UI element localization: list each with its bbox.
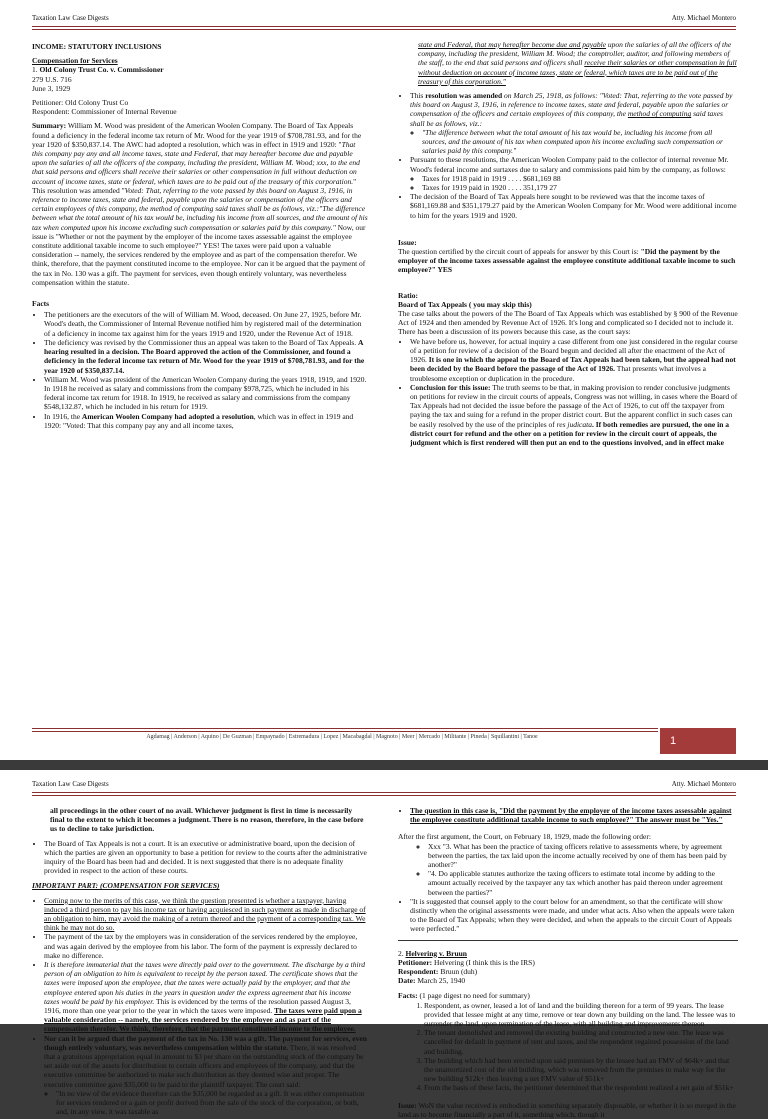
ratio-continued: all proceedings in the other court of no avail. Whichever judgment is first in time is necessarily final to the extent to which it becomes a judgment. There is no reason, therefore, in the case before us to decline to take jurisdiction.: [50, 806, 364, 834]
list-item: ◦ "4. Do applicable statutes authorize the taxing officers to estimate total income by adding to the amount actually received by the taxpayer any tax which another has paid thereon under agreement between the parties?": [428, 869, 738, 897]
important-title: IMPORTANT PART: (COMPENSATION FOR SERVICES): [32, 881, 220, 891]
list-item: 2. The tenant demolished and removed the existing building and constructed a new one. The lease was cancelled for default in payment of rent and taxes, and the respondent regained possession of the land and building.: [424, 1028, 738, 1056]
right-column: [398, 40, 738, 726]
header-title: Taxation Law Case Digests: [32, 14, 109, 22]
list-item: • This resolution was amended on March 25, 1918, as follows: "Voted: That, referring to the vote passed by this board on August 3, 1916, in reference to income taxes, state and federal, payable upon the salaries or compensation of the officers and certain employees of this company, the method of computing said taxes shall be as follows, viz.: ◦ "The difference between what the total amount of his tax would be, including his income from all sources, and the amount of his tax when computed upon his income excluding such compensation or salaries paid by this company.": [410, 91, 738, 155]
resolution-continued: state and Federal, that may hereafter become due and payable upon the salaries of all the officers of the company, including the president, William M. Wood; the comptroller, auditor, and following members of the staff, to the end that said persons and officers shall receive their salaries or other compensation in full without deduction on account of income taxes, state or federal, which taxes are to be paid out of the treasury of this corporation.": [418, 40, 737, 86]
important-list: [32, 896, 368, 1117]
header-rule: [32, 26, 736, 30]
list-item: • Nor can it be argued that the payment of the tax in No. 130 was a gift. The payment for services, even though entirely voluntary, was nevertheless compensation within the statute. There, it was resolved that a gratuitous appropriation equal in amount to $3 per share on the outstanding stock of the company be set aside out of the assets for distribution to certain officers and employees of the company, and that the executive committee be authorized to make such distribution as they deemed wise and proper. The executive committee gave $35,000 to be paid to the plaintiff taxpayer. The court said: ◦ "In no view of the evidence therefore can the $35,000 be regarded as a gift. It was either compensation for services rendered or a gain or profit derived from the sale of the stock of the corporation, or both, and, in any view, it was taxable as: [44, 1034, 368, 1117]
list-item: ◦ Taxes for 1919 paid in 1920 . . . . 351,179 27: [422, 183, 738, 192]
petitioner: Petitioner: Old Colony Trust Co: [32, 98, 129, 108]
amend-list: [398, 91, 738, 220]
list-item: • Pursuant to these resolutions, the American Woolen Company paid to the collector of internal revenue Mr. Wood's federal income and surtaxes due to salary and commissions paid him by the company, as follows: ◦ Taxes for 1918 paid in 1919 . . . . $681,169 88 ◦ Taxes for 1919 paid in 1920 . . . . 351,179 27: [410, 155, 738, 192]
list-item: • Coming now to the merits of this case, we think the question presented is whether a taxpayer, having induced a third person to pay his income tax or having acquiesced in such payment as made in discharge of an obligation to him, may avoid the making of a return thereof and the payment of a corresponding tax. We think he may not do so.: [44, 896, 368, 933]
list-item: ◦ Taxes for 1918 paid in 1919 . . . . $681,169 88: [422, 174, 738, 183]
case-date: Date: March 25, 1940: [398, 976, 466, 986]
list-item: • The Board of Tax Appeals is not a court. It is an executive or administrative board, upon the decision of which the parties are given an opportunity to base a petition for review to the courts after the administrative inquiry of the Board has been had and decided. It is next suggested that there is no adequate finality provided in respect to the action of these courts.: [44, 839, 368, 876]
subsection-title: Compensation for Services: [32, 56, 118, 66]
after-argument: After the first argument, the Court, on February 18, 1929, made the following order:: [398, 832, 651, 842]
case-citation: 279 U.S. 716: [32, 74, 72, 84]
list-item: • The petitioners are the executors of the will of William M. Wood, deceased. On June 27, 1925, before Mr. Wood's death, the Commissioner of Internal Revenue notified him by registered mail of the determination of a deficiency in income tax against him for the years 1919 and 1920, under the Revenue Act of 1918.: [44, 310, 368, 338]
left-column: [32, 42, 368, 726]
page-header: [32, 14, 736, 26]
list-item: • The payment of the tax by the employers was in consideration of the services rendered by the employee, and was again derived by the employee from his labor. The form of the payment is expressly declared to make no difference.: [44, 932, 368, 960]
right-column: [398, 806, 738, 1119]
list-item: • We have before us, however, for actual inquiry a case different from one just considered in the regular course of a petition for review of a decision of the Board begun and decided all after the enactment of the Act of 1926. It is one in which the appeal to the Board of Tax Appeals had been taken, but the appeal had not been decided by the Board before the passage of the Act of 1926. That presents what involves a troublesome exception or duplication in the procedure.: [410, 337, 738, 383]
ratio-title: Ratio:: [398, 290, 418, 300]
header-rule: [32, 792, 736, 796]
list-item: 1. Respondent, as owner, leased a lot of land and the building thereon for a term of 99 years. The lease provided that lessee might at any time, remove or tear down any building on the land. The lessee was to surrender the land, upon termination of the lease, with all building and improvements thereon: [424, 1001, 738, 1029]
list-item: ◦ Xxx "3. What has been the practice of taxing officers relative to assessments where, by agreement between the parties, the tax laid upon the income actually received by one of them has been paid by another?": [428, 842, 738, 870]
facts-title: Facts: (1 page digest no need for summary): [398, 991, 530, 1001]
section-title: INCOME: STATUTORY INCLUSIONS: [32, 42, 162, 51]
ratio-subtitle: Board of Tax Appeals ( you may skip this): [398, 299, 532, 309]
list-item: • In 1916, the American Woolen Company had adopted a resolution, which was in effect in 1919 and 1920: "Voted: That this company pay any and all income taxes,: [44, 412, 368, 430]
case-name: Helvering v. Bruun: [405, 948, 467, 958]
list-item: 3. The building which had been erected upon said premises by the lessee had an FMV of $64k+ and that the unamortized cost of the old building, which was removed from the premises to make way for the new building $12k+ thus leaving a net FMV value of $51k+: [424, 1056, 738, 1084]
list-item: • The question in this case is, "Did the payment by the employer of the income taxes assessable against the employee constitute additional taxable income to such employee?" The answer must be "Yes.": [410, 806, 738, 824]
petitioner: Petitioner: Helvering (I think this is the IRS): [398, 957, 535, 967]
list-item: • The deficiency was revised by the Commissioner thus an appeal was taken to the Board of Tax Appeals. A hearing resulted in a decision. The Board approved the action of the Commissioner, and found a deficiency in the federal income tax return of Mr. Wood for the year 1919 of $708,781.93, and for the year 1920 of $350,837.14.: [44, 338, 368, 375]
left-column: [32, 806, 368, 1117]
case-separator: [398, 940, 738, 941]
header-author: Atty. Michael Montero: [671, 14, 736, 22]
ratio-text: The case talks about the powers of the The Board of Tax Appeals which was established by § 900 of the Revenue Act of 1924 and then amended by Revenue Act of 1926. It's long and complicated so I decided not to include it. There has been a discussion of its powers because this case, as the court says:: [398, 309, 738, 337]
list-item: • The decision of the Board of Tax Appeals here sought to be reviewed was that the income taxes of $681,169.88 and $351,179.27 paid by the American Woolen Company for Mr. Wood were additional income to him for the years 1919 and 1920.: [410, 192, 738, 220]
issue-text: The question certified by the circuit court of appeals for answer by this Court is: "Did the payment by the employer of the income taxes assessable against the employee constitute additional taxable income to such employee?" YES: [398, 247, 736, 275]
facts-list: [398, 1001, 738, 1093]
facts-list: [32, 310, 368, 430]
header-author: Atty. Michael Montero: [671, 780, 736, 788]
page-two: [0, 770, 768, 1119]
list-item: 4. From the basis of these facts, the petitioner determined that the respondent realized a net gain of $51k+: [424, 1083, 738, 1092]
footer-authors: Agdamag | Anderson | Aquino | De Guzman | Empaynado | Estremadura | Lopez | Macabagdal | Magnoto | Meer | Mercado | Militante | Pineda | Squillantini | Tanoe: [146, 734, 538, 740]
issue-text: Issue: WoN the value received is embodied in something separately disposable, or whether it is so merged in the land as to become financially a part of it, something which, though it: [398, 1100, 737, 1119]
case-heading: 1. Old Colony Trust Co. v. Commissioner: [32, 65, 164, 75]
page-number: 1: [660, 728, 736, 754]
header-title: Taxation Law Case Digests: [32, 780, 109, 788]
respondent: Respondent: Bruun (duh): [398, 967, 478, 977]
page-header: [32, 780, 736, 792]
list-item: • It is therefore immaterial that the taxes were directly paid over to the government. The discharge by a third person of an obligation to him is equivalent to receipt by the person taxed. The certificate shows that the taxes were imposed upon the employee, that the taxes were actually paid by the employer, and that the employee entered upon his duties in the years in question under the express agreement that his income taxes would be paid by his employer. This is evidenced by the terms of the resolution passed August 3, 1916, more than one year prior to the year in which the taxes were imposed. The taxes were paid upon a valuable consideration -- namely, the services rendered by the employee and as part of the compensation therefor. We think, therefore, that the payment constituted income to the employee.: [44, 960, 368, 1034]
list-item: • William M. Wood was president of the American Woolen Company during the years 1918, 1919, and 1920. In 1918 he received as salary and commissions from the company $978,725, which he included in his federal income tax return for 1918. In 1919, he received as salary and commissions from the company $548,132.87, which he included in his return for 1919.: [44, 375, 368, 412]
respondent: Respondent: Commissioner of Internal Revenue: [32, 107, 177, 117]
case-name: Old Colony Trust Co. v. Commissioner: [39, 65, 164, 75]
summary-paragraph: Summary: William M. Wood was president of the American Woolen Company. The Board of Tax Appeals found a deficiency in the federal income tax return of Mr. Wood for the year 1919 of $708,781.93, and for the year 1920 of $350,837.14. The AWC had adopted a resolution, which was in effect in 1919 and 1920: "That this company pay any and all income taxes, state and Federal, that may hereafter become due and payable upon the salaries of all the officers of the company, including the president, William M. Wood; xxx, to the end that said persons and officers shall receive their salaries or other compensation in full without deduction on account of income taxes, state or federal, which taxes are to be paid out of the treasury of this corporation." This resolution was amended "Voted: That, referring to the vote passed by this board on August 3, 1916, in reference to income taxes, state and federal, payable upon the salaries or compensation of the officers and certain employees of this company, the method of computing said taxes shall be as follows, viz.:"The difference between what the total amount of his tax would be, including his income from all sources, and the amount of his tax when computed upon his income excluding such compensation or salaries paid by this company." Now, our issue is "Whether or not the payment by the employer of the income taxes assessable against the employee constitute additional taxable income to such employee?" YES! The taxes were paid upon a valuable consideration -- namely, the services rendered by the employee and as part of the compensation therefor. We think, therefore, that the payment constituted income to the employee. Nor can it be argued that the payment of the tax in No. 130 was a gift. The payment for services, even though entirely voluntary, was nevertheless compensation within the statute.: [32, 121, 368, 287]
ratio-list: [398, 337, 738, 447]
list-item: • Conclusion for this issue: The truth seems to be that, in making provision to render conclusive judgments on petitions for review in the circuit courts of appeals, Congress was not willing, in cases where the Board of Tax Appeals had not decided the issue before the passage of the Act of 1926, to cut off the taxpayer from paying the tax and suing for a refund in the proper district court. But the apparent conflict in such cases can be easily resolved by the use of the principles of res judicata. If both remedies are pursued, the one in a district court for refund and the other on a petition for review in the circuit court of appeals, the judgment which is first rendered will then put an end to the questions involved, and in effect make: [410, 383, 738, 447]
list-item: • "It is suggested that counsel apply to the court below for an amendment, so that the certificate will show distinctly when the original assessments were made, and under what acts. Also when the appeals were taken to the Board of Tax Appeals; when they were decided, and when the appeals to the circuit Court of Appeals were perfected.": [410, 897, 738, 934]
footer-rule: [32, 728, 658, 732]
facts-title: Facts: [32, 299, 50, 309]
case-heading: 2. Helvering v. Bruun: [398, 948, 467, 958]
issue-title: Issue:: [398, 237, 417, 247]
list-item: ◦ "In no view of the evidence therefore can the $35,000 be regarded as a gift. It was either compensation for services rendered or a gain or profit derived from the sale of the stock of the corporation, or both, and, in any view, it was taxable as: [56, 1089, 368, 1117]
case-date: June 3, 1929: [32, 83, 71, 93]
list-item: ◦ "The difference between what the total amount of his tax would be, including his income from all sources, and the amount of his tax when computed upon his income excluding such compensation or salaries paid by this company.": [422, 128, 738, 156]
